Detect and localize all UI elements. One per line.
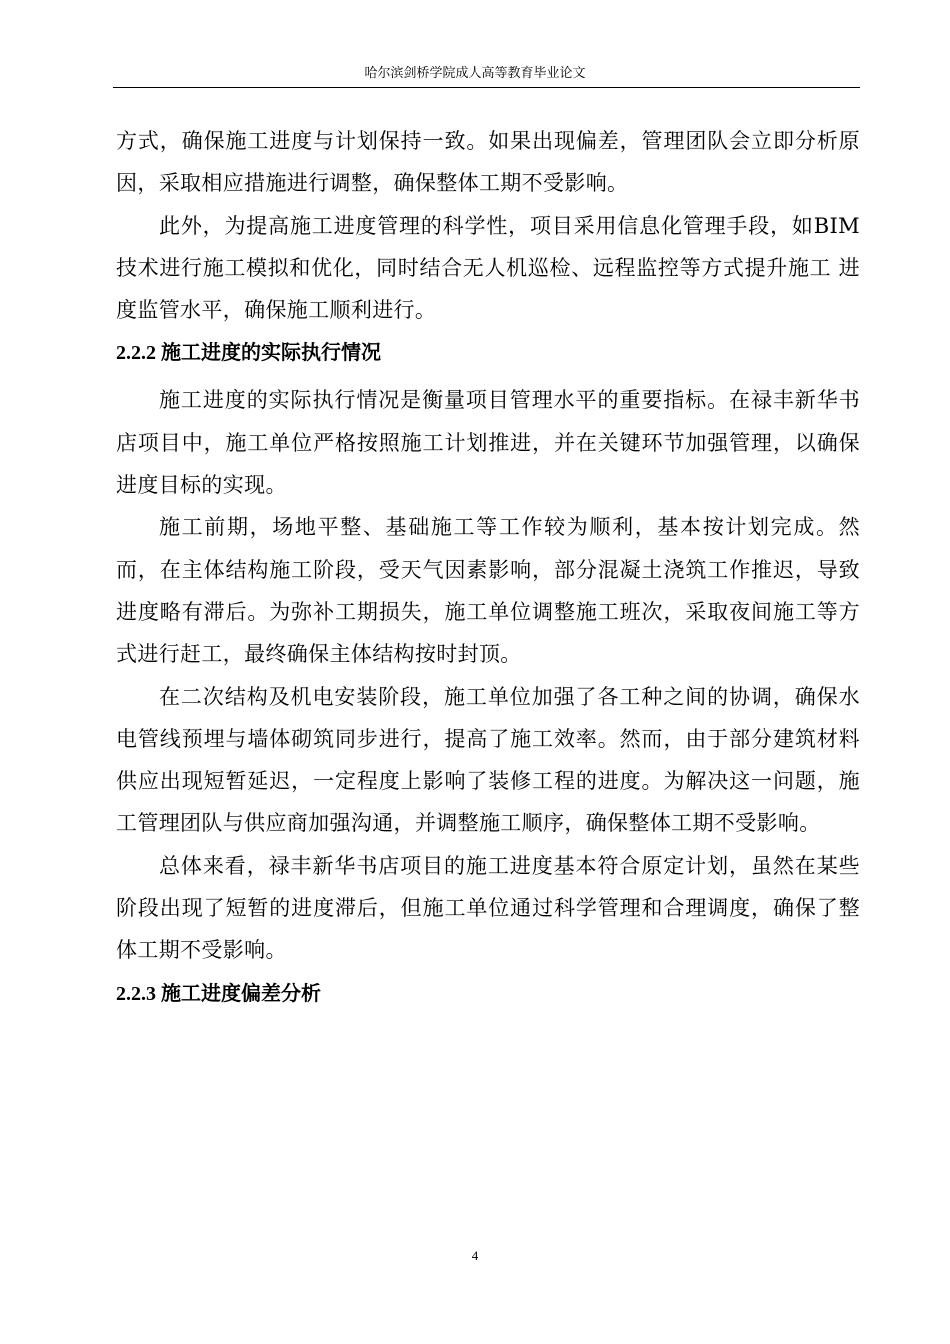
header-rule: [113, 87, 860, 88]
paragraph-continued: 方式，确保施工进度与计划保持一致。如果出现偏差，管理团队会立即分析原因，采取相应措施进行调整，确保整体工期不受影响。: [116, 129, 860, 196]
page-number: 4: [471, 1248, 479, 1263]
paragraph-actual-execution-4: 总体来看，禄丰新华书店项目的施工进度基本符合原定计划，虽然在某些阶段出现了短暂的进度滞后，但施工单位通过科学管理和合理调度，确保了整体工期不受影响。: [116, 853, 860, 963]
paragraph-actual-execution-2: 施工前期，场地平整、基础施工等工作较为顺利，基本按计划完成。然而，在主体结构施工阶段，受天气因素影响，部分混凝土浇筑工作推迟，导致进度略有滞后。为弥补工期损失，施工单位调整施工班次，采取夜间施工等方式进行赶工，最终确保主体结构按时封顶。: [116, 515, 860, 667]
document-body: [116, 120, 860, 1016]
paragraph-informatization: 此外，为提高施工进度管理的科学性，项目采用信息化管理手段，如BIM 技术进行施工模拟和优化，同时结合无人机巡检、远程监控等方式提升施工 进度监管水平，确保施工顺利进行。: [116, 213, 860, 323]
paragraph-actual-execution-1: 施工进度的实际执行情况是衡量项目管理水平的重要指标。在禄丰新华书店项目中，施工单位严格按照施工计划推进，并在关键环节加强管理，以确保进度目标的实现。: [116, 388, 860, 498]
running-header: 哈尔滨剑桥学院成人高等教育毕业论文: [364, 66, 586, 81]
section-heading-2-2-3: 2.2.3 施工进度偏差分析: [116, 982, 321, 1005]
section-heading-2-2-2: 2.2.2 施工进度的实际执行情况: [116, 342, 381, 365]
paragraph-actual-execution-3: 在二次结构及机电安装阶段，施工单位加强了各工种之间的协调，确保水电管线预埋与墙体砌筑同步进行，提高了施工效率。然而，由于部分建筑材料供应出现短暂延迟，一定程度上影响了装修工程的进度。为解决这一问题，施工管理团队与供应商加强沟通，并调整施工顺序，确保整体工期不受影响。: [116, 684, 860, 836]
